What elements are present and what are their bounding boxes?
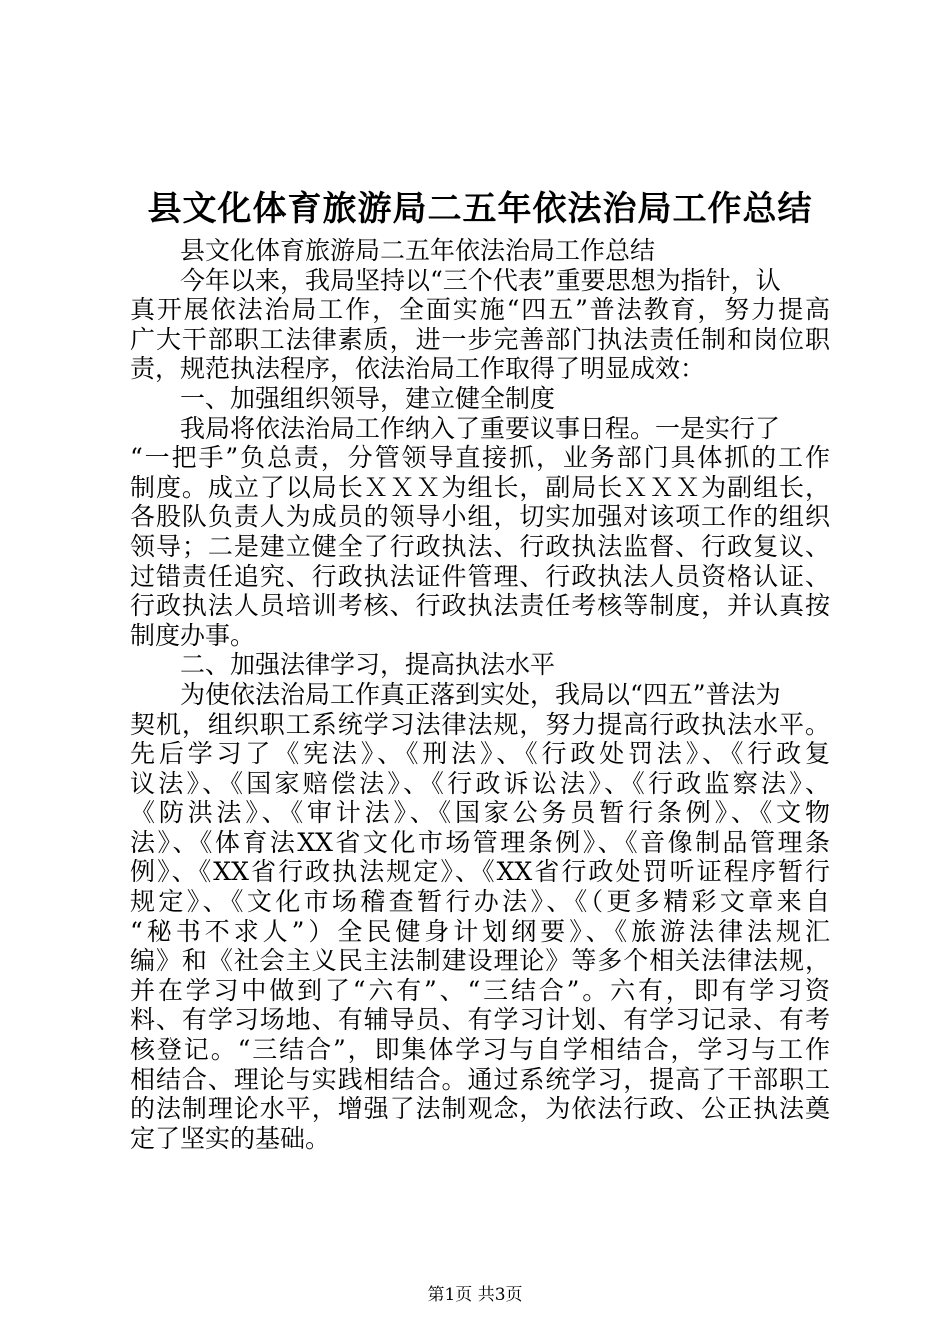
paragraph-line: 行政执法人员培训考核、行政执法责任考核等制度，并认真按	[130, 591, 830, 621]
paragraph-line: 为使依法治局工作真正落到实处，我局以“四五”普法为	[180, 679, 781, 709]
paragraph-line: 广大干部职工法律素质，进一步完善部门执法责任制和岗位职	[130, 324, 830, 354]
section-heading: 二、加强法律学习，提高执法水平	[180, 650, 556, 680]
paragraph-line: 过错责任追究、行政执法证件管理、行政执法人员资格认证、	[130, 561, 830, 591]
paragraph-line: 今年以来，我局坚持以“三个代表”重要思想为指针，认	[180, 265, 781, 295]
paragraph-line: 制度。成立了以局长ＸＸＸ为组长，副局长ＸＸＸ为副组长，	[130, 472, 830, 502]
section1-paragraph	[130, 414, 830, 651]
section-heading: 一、加强组织领导，建立健全制度	[180, 383, 556, 413]
paragraph-line: 规定》、《文化市场稽查暂行办法》、《（更多精彩文章来自	[130, 887, 830, 917]
paragraph-line: 制度办事。	[130, 620, 256, 650]
paragraph-line: 契机，组织职工系统学习法律法规，努力提高行政执法水平。	[130, 709, 830, 739]
paragraph-line: 各股队负责人为成员的领导小组，切实加强对该项工作的组织	[130, 502, 830, 532]
paragraph-line: 我局将依法治局工作纳入了重要议事日程。一是实行了	[180, 413, 781, 443]
paragraph-line: 《防洪法》、《审计法》、《国家公务员暂行条例》、《文物	[130, 798, 830, 828]
document-title: 县文化体育旅游局二五年依法治局工作总结	[147, 189, 813, 229]
document-page	[130, 186, 830, 1153]
document-subtitle: 县文化体育旅游局二五年依法治局工作总结	[180, 236, 656, 265]
paragraph-line: “秘书不求人”）全民健身计划纲要》、《旅游法律法规汇	[130, 916, 830, 946]
paragraph-line: “一把手”负总责，分管领导直接抓，业务部门具体抓的工作	[130, 443, 830, 473]
paragraph-line: 领导；二是建立健全了行政执法、行政执法监督、行政复议、	[130, 531, 830, 561]
paragraph-line: 料、有学习场地、有辅导员、有学习计划、有学习记录、有考	[130, 1005, 830, 1035]
paragraph-line: 相结合、理论与实践相结合。通过系统学习，提高了干部职工	[130, 1064, 830, 1094]
paragraph-line: 核登记。“三结合”，即集体学习与自学相结合，学习与工作	[130, 1035, 830, 1065]
paragraph-line: 的法制理论水平，增强了法制观念，为依法行政、公正执法奠	[130, 1094, 830, 1124]
intro-paragraph	[130, 266, 830, 384]
paragraph-line: 编》和《社会主义民主法制建设理论》等多个相关法律法规，	[130, 946, 830, 976]
paragraph-line: 法》、《体育法XX省文化市场管理条例》、《音像制品管理条	[130, 827, 830, 857]
paragraph-line: 议法》、《国家赔偿法》、《行政诉讼法》、《行政监察法》、	[130, 768, 830, 798]
paragraph-line: 先后学习了《宪法》、《刑法》、《行政处罚法》、《行政复	[130, 739, 830, 769]
paragraph-line: 真开展依法治局工作，全面实施“四五”普法教育，努力提高	[130, 295, 830, 325]
paragraph-line: 责，规范执法程序，依法治局工作取得了明显成效：	[130, 354, 706, 384]
paragraph-line: 并在学习中做到了“六有”、“三结合”。六有，即有学习资	[130, 975, 830, 1005]
paragraph-line: 定了坚实的基础。	[130, 1123, 331, 1153]
section2-paragraph	[130, 680, 830, 1154]
page-footer: 第1页 共3页	[427, 1285, 523, 1305]
paragraph-line: 例》、《XX省行政执法规定》、《XX省行政处罚听证程序暂行	[130, 857, 830, 887]
